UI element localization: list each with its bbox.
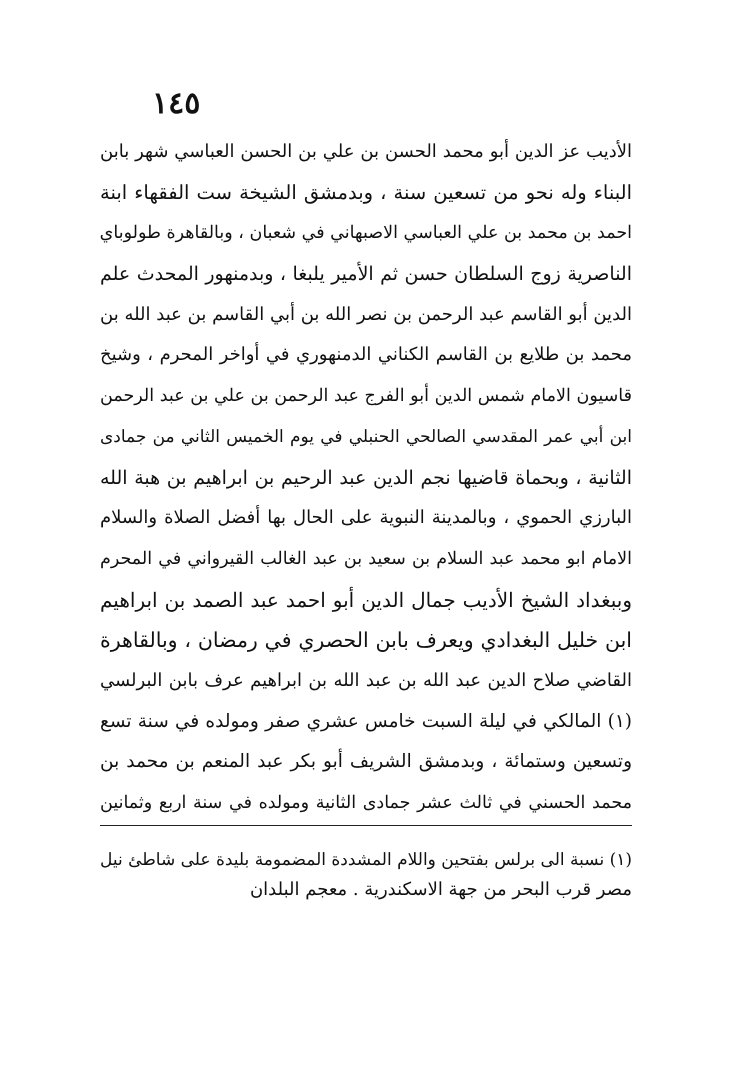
text-line: القاضي صلاح الدين عبد الله بن عبد الله بن ابراهيم عرف بابن البرلسي bbox=[100, 669, 632, 691]
text-line: محمد الحسني في ثالث عشر جمادى الثانية ومولده في سنة اربع وثمانين bbox=[100, 793, 632, 813]
text-line: قاسيون الامام شمس الدين أبو الفرج عبد الرحمن بن علي بن عبد الرحمن bbox=[100, 386, 632, 407]
text-line: الأديب عز الدين أبو محمد الحسن بن علي بن الحسن العباسي شهر بابن bbox=[100, 141, 632, 162]
text-line: ابن أبي عمر المقدسي الصالحي الحنبلي في يوم الخميس الثاني من جمادى bbox=[100, 426, 632, 447]
text-line: وتسعين وستمائة ، وبدمشق الشريف أبو بكر عبد المنعم بن محمد بن bbox=[100, 751, 632, 773]
footnote-divider bbox=[100, 825, 632, 826]
page-number: ١٤٥ bbox=[152, 86, 201, 121]
text-line: احمد بن محمد بن علي العباسي الاصبهاني في شعبان ، وبالقاهرة طولوباي bbox=[100, 223, 632, 244]
text-line: الثانية ، وبحماة قاضيها نجم الدين عبد الرحيم بن ابراهيم بن هبة الله bbox=[100, 466, 632, 489]
footnote-line: مصر قرب البحر من جهة الاسكندرية . معجم البلدان bbox=[249, 879, 632, 900]
text-line: الدين أبو القاسم عبد الرحمن بن نصر الله بن أبي القاسم بن عبد الله بن bbox=[100, 303, 632, 325]
footnote bbox=[100, 845, 632, 905]
text-line: ابن خليل البغدادي ويعرف بابن الحصري في رمضان ، وبالقاهرة bbox=[100, 628, 632, 653]
text-line: وببغداد الشيخ الأديب جمال الدين أبو احمد عبد الصمد بن ابراهيم bbox=[100, 587, 632, 612]
main-text-block bbox=[100, 132, 632, 824]
footnote-line: (١) نسبة الى برلس بفتحين واللام المشددة المضمومة بليدة على شاطئ نيل bbox=[100, 850, 632, 870]
text-line: الناصرية زوج السلطان حسن ثم الأمير يلبغا ، وبدمنهور المحدث علم bbox=[100, 263, 632, 286]
text-line: البارزي الحموي ، وبالمدينة النبوية على الحال بها أفضل الصلاة والسلام bbox=[100, 507, 632, 529]
text-line: محمد بن طلايع بن القاسم الكناني الدمنهوري في أواخر المحرم ، وشيخ bbox=[100, 344, 632, 366]
text-line: (١) المالكي في ليلة السبت خامس عشري صفر ومولده في سنة تسع bbox=[100, 710, 632, 732]
text-line: الامام ابو محمد عبد السلام بن سعيد بن عبد الغالب القيرواني في المحرم bbox=[100, 548, 632, 569]
text-line: البناء وله نحو من تسعين سنة ، وبدمشق الشيخة ست الفقهاء ابنة bbox=[100, 180, 632, 204]
